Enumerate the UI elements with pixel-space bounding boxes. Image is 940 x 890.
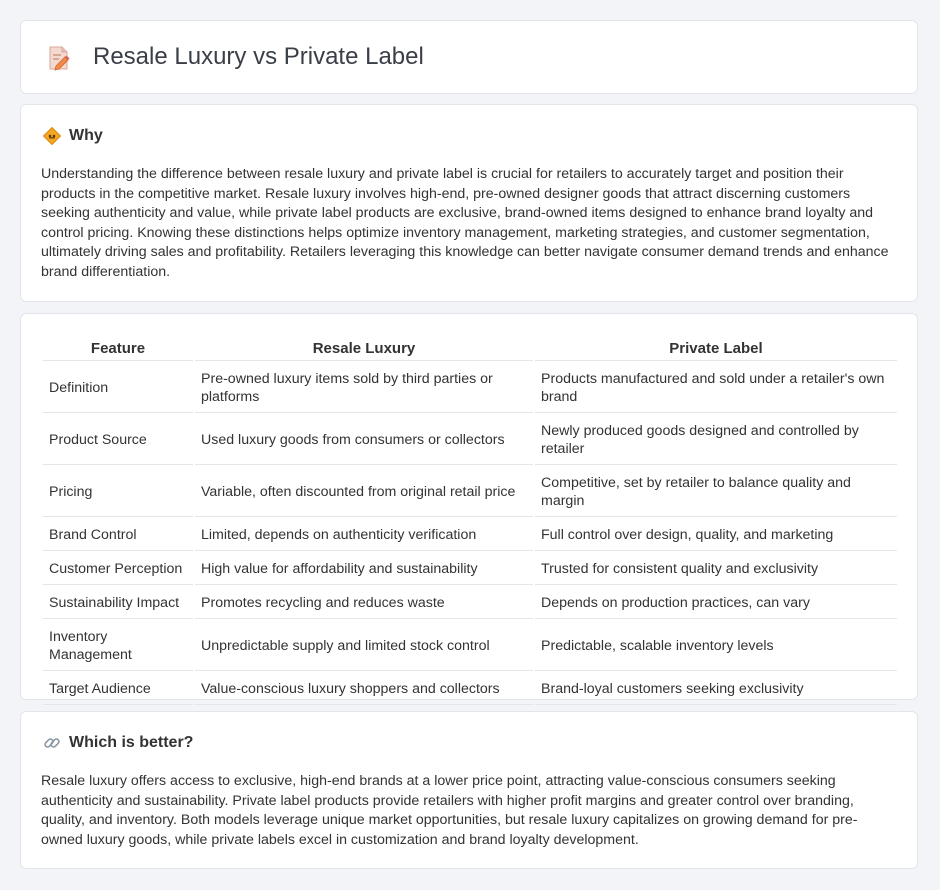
table-header-row bbox=[43, 336, 897, 361]
feature-cell: Pricing bbox=[43, 467, 193, 517]
private-cell: Products manufactured and sold under a retailer's own brand bbox=[535, 363, 897, 413]
comparison-table bbox=[41, 334, 899, 707]
feature-cell: Customer Perception bbox=[43, 553, 193, 585]
feature-cell: Sustainability Impact bbox=[43, 587, 193, 619]
resale-cell: Promotes recycling and reduces waste bbox=[195, 587, 533, 619]
title-card bbox=[20, 20, 918, 94]
table-row bbox=[43, 553, 897, 585]
feature-cell: Definition bbox=[43, 363, 193, 413]
table-row bbox=[43, 467, 897, 517]
header-resale-luxury: Resale Luxury bbox=[195, 336, 533, 361]
resale-cell: Value-conscious luxury shoppers and collectors bbox=[195, 673, 533, 705]
resale-cell: Variable, often discounted from original retail price bbox=[195, 467, 533, 517]
header-feature: Feature bbox=[43, 336, 193, 361]
document-pencil-icon bbox=[47, 45, 71, 71]
feature-cell: Target Audience bbox=[43, 673, 193, 705]
private-cell: Brand-loyal customers seeking exclusivity bbox=[535, 673, 897, 705]
feature-cell: Brand Control bbox=[43, 519, 193, 551]
header-private-label: Private Label bbox=[535, 336, 897, 361]
why-text: Understanding the difference between resale luxury and private label is crucial for retailers to accurately target and position their products in the competitive market. Resale luxury involves high-end, pre-owned designer goods that attract discerning customers seeking authenticity and value, while private label products are exclusive, brand-owned items designed to enhance brand loyalty and control pricing. Knowing these distinctions helps optimize inventory management, marketing strategies, and customer segmentation, ultimately driving sales and profitability. Retailers leveraging this knowledge can better navigate consumer demand trends and enhance brand differentiation. bbox=[41, 166, 889, 280]
resale-cell: Pre-owned luxury items sold by third parties or platforms bbox=[195, 363, 533, 413]
why-heading: Why bbox=[69, 127, 103, 144]
private-cell: Competitive, set by retailer to balance quality and margin bbox=[535, 467, 897, 517]
table-row bbox=[43, 415, 897, 465]
page-title: Resale Luxury vs Private Label bbox=[93, 43, 424, 70]
comparison-section bbox=[20, 313, 918, 700]
diamond-sign-icon bbox=[43, 127, 61, 145]
table-row bbox=[43, 519, 897, 551]
why-heading-row bbox=[43, 127, 103, 145]
why-section bbox=[20, 104, 918, 302]
table-row bbox=[43, 673, 897, 705]
resale-cell: Limited, depends on authenticity verification bbox=[195, 519, 533, 551]
link-icon bbox=[43, 734, 61, 752]
better-heading-row bbox=[43, 734, 193, 752]
private-cell: Trusted for consistent quality and exclusivity bbox=[535, 553, 897, 585]
private-cell: Newly produced goods designed and controlled by retailer bbox=[535, 415, 897, 465]
feature-cell: Inventory Management bbox=[43, 621, 193, 671]
better-heading: Which is better? bbox=[69, 734, 194, 751]
private-cell: Predictable, scalable inventory levels bbox=[535, 621, 897, 671]
resale-cell: Used luxury goods from consumers or collectors bbox=[195, 415, 533, 465]
table-row bbox=[43, 621, 897, 671]
table-row bbox=[43, 587, 897, 619]
better-text: Resale luxury offers access to exclusive, high-end brands at a lower price point, attracting value-conscious consumers seeking authenticity and sustainability. Private label products provide retailers with higher profit margins and greater control over branding, quality, and inventory. Both models leverage unique market opportunities, but resale luxury capitalizes on growing demand for pre-owned luxury goods, while private labels excel in customization and brand loyalty development. bbox=[41, 773, 858, 848]
feature-cell: Product Source bbox=[43, 415, 193, 465]
which-is-better-section bbox=[20, 711, 918, 869]
resale-cell: High value for affordability and sustainability bbox=[195, 553, 533, 585]
private-cell: Depends on production practices, can vary bbox=[535, 587, 897, 619]
private-cell: Full control over design, quality, and marketing bbox=[535, 519, 897, 551]
table-row bbox=[43, 363, 897, 413]
resale-cell: Unpredictable supply and limited stock control bbox=[195, 621, 533, 671]
